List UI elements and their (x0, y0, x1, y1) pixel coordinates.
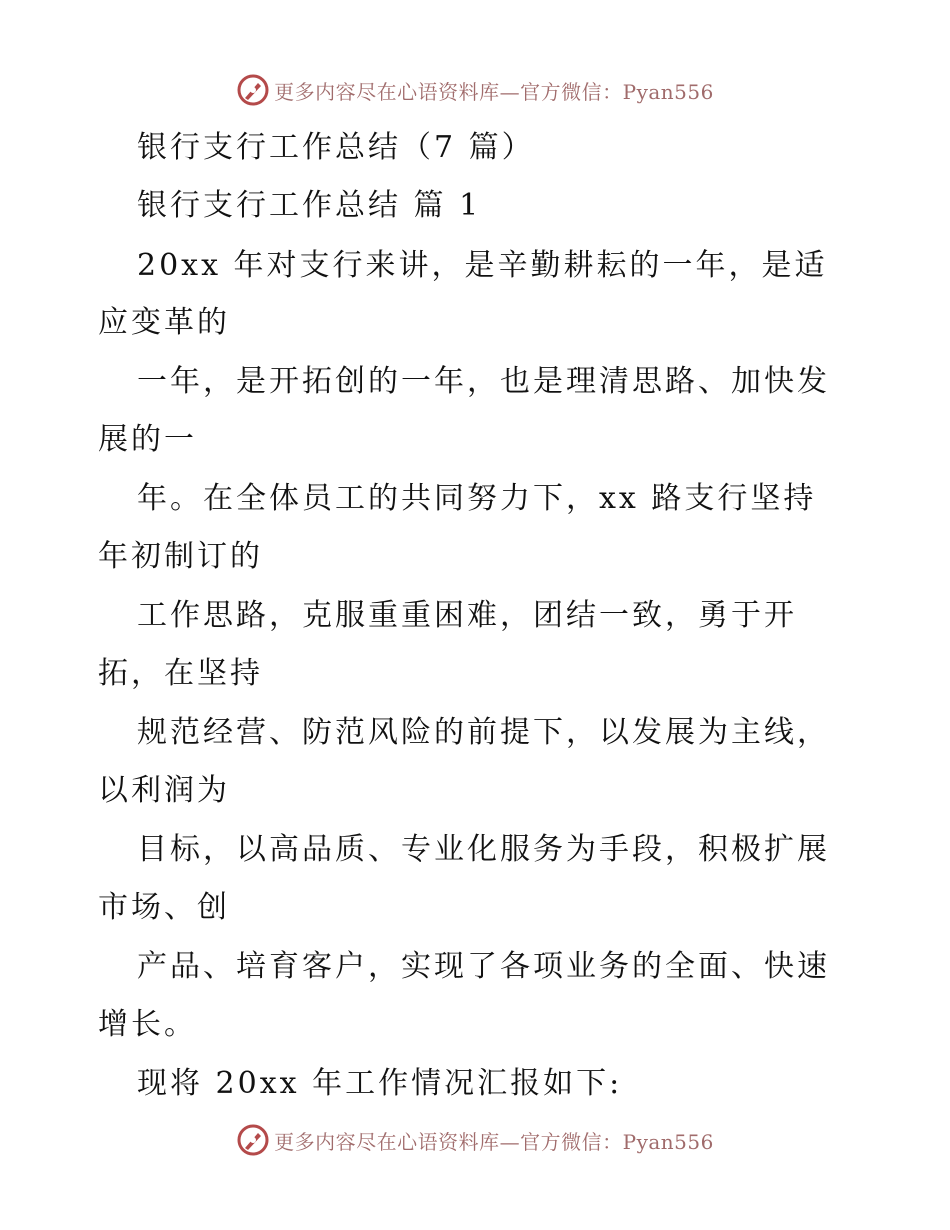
footer-banner-text: 更多内容尽在心语资料库—官方微信：Pyan556 (274, 1129, 714, 1154)
paragraph-line: 现将 20xx 年工作情况汇报如下: (137, 1066, 623, 1101)
pen-circle-logo-icon (236, 73, 270, 107)
paragraph-line: 工作思路，克服重重困难，团结一致，勇于开 (137, 598, 797, 633)
document-subtitle: 银行支行工作总结 篇 1 (137, 188, 482, 223)
paragraph-line: 应变革的 (98, 305, 230, 340)
paragraph-line: 规范经营、防范风险的前提下，以发展为主线， (137, 715, 830, 750)
paragraph-line: 产品、培育客户，实现了各项业务的全面、快速 (137, 949, 830, 984)
header-banner-text: 更多内容尽在心语资料库—官方微信：Pyan556 (274, 79, 714, 104)
paragraph-line: 增长。 (98, 1007, 197, 1042)
pen-circle-logo-icon (236, 1123, 270, 1157)
footer-banner (0, 1120, 950, 1160)
paragraph-line: 年初制订的 (98, 539, 263, 574)
paragraph-line: 以利润为 (98, 773, 230, 808)
paragraph-line: 年。在全体员工的共同努力下，xx 路支行坚持 (137, 481, 817, 516)
header-banner (0, 70, 950, 110)
paragraph-line: 20xx 年对支行来讲，是辛勤耕耘的一年，是适 (137, 248, 828, 283)
paragraph-line: 目标，以高品质、专业化服务为手段，积极扩展 (137, 832, 830, 867)
paragraph-line: 拓，在坚持 (98, 656, 263, 691)
paragraph-line: 展的一 (98, 422, 197, 457)
paragraph-line: 市场、创 (98, 890, 230, 925)
paragraph-line: 一年，是开拓创的一年，也是理清思路、加快发 (137, 364, 830, 399)
document-title: 银行支行工作总结（7 篇） (137, 130, 535, 165)
